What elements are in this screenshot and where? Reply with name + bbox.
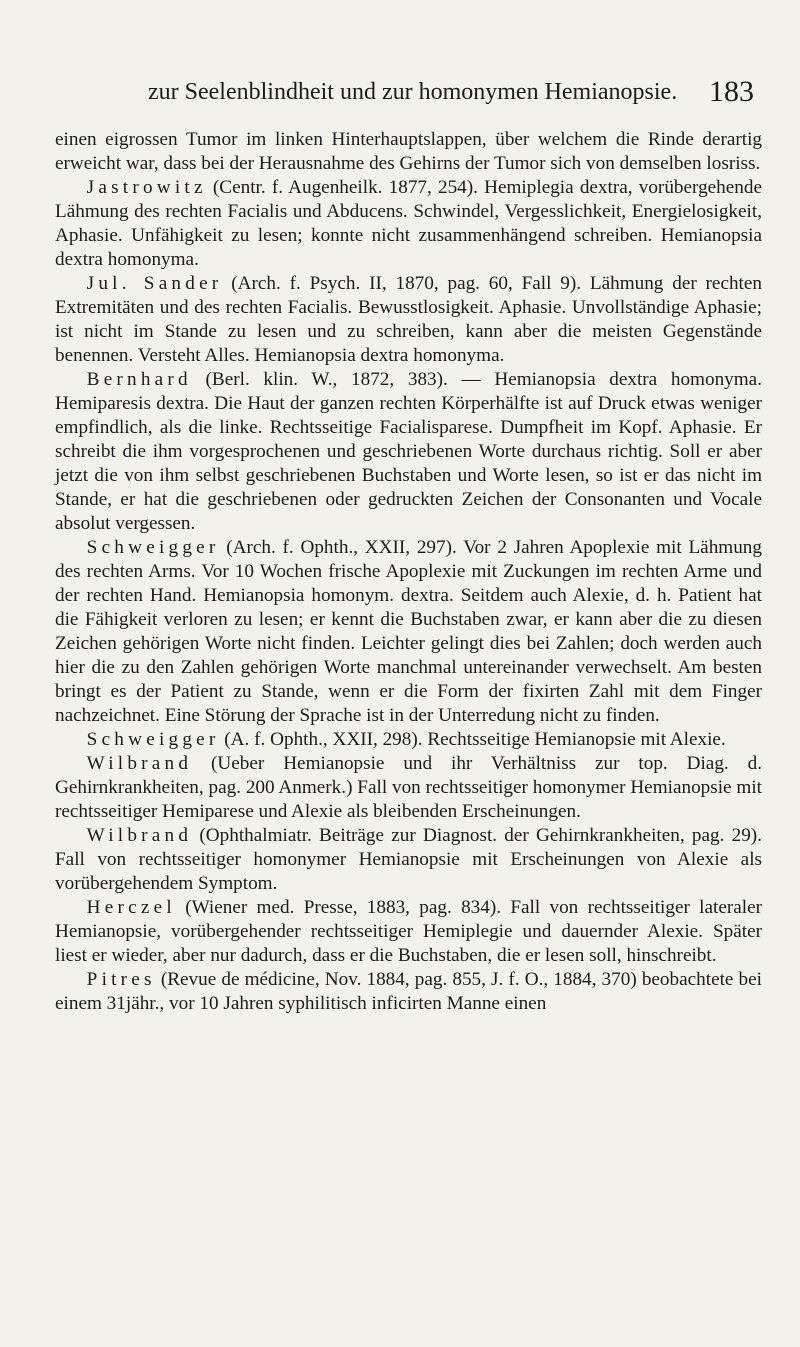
case-entry-jastrowitz [55,176,762,272]
author-name: Jul. Sander [86,273,223,294]
entry-text: (Ueber Hemianopsie und ihr Verhältniss zur top. Diag. d. Gehirnkrankheiten, pag. 200 Anmerk.) Fall von rechtsseitiger homonymer Hemianopsie mit rechtsseitiger Hemiparese und Alexie als bleibenden Erscheinungen. [55,753,762,822]
author-name: Pitres [86,969,156,990]
running-head-title: zur Seelenblindheit und zur homonymen Hemianopsie. [148,79,678,105]
entry-text: (A. f. Ophth., XXII, 298). Rechtsseitige Hemianopsie mit Alexie. [219,729,726,750]
case-entry-schweigger-297 [55,536,762,728]
page-number: 183 [709,75,754,108]
case-entry-schweigger-298 [55,728,762,752]
case-entry-bernhard [55,368,762,536]
case-entry-sander [55,272,762,368]
entry-text: (Berl. klin. W., 1872, 383). — Hemianopsia dextra homonyma. Hemiparesis dextra. Die Haut der ganzen rechten Körperhälfte ist auf Druck etwas weniger empfindlich, als die linke. Rechtsseitige Facialisparese. Dumpfheit im Kopf. Aphasie. Er schreibt die ihm vorgesprochenen und geschriebenen Worte durchaus richtig. Soll er aber jetzt die von ihm selbst geschriebenen Buchstaben und Worte lesen, so ist er das nicht im Stande, er hat die geschriebenen oder gedruckten Zeichen der Consonanten und Vocale absolut vergessen. [55,369,762,534]
author-name: Wilbrand [86,753,193,774]
paragraph-continuation [55,128,762,176]
case-entry-wilbrand-1 [55,752,762,824]
entry-text: (Ophthalmiatr. Beiträge zur Diagnost. der Gehirnkrankheiten, pag. 29). Fall von rechtsseitiger homonymer Hemianopsie mit Erscheinungen von Alexie als vorübergehendem Symptom. [55,825,762,894]
entry-text: (Centr. f. Augenheilk. 1877, 254). Hemiplegia dextra, vorübergehende Lähmung des rechten Facialis und Abducens. Schwindel, Vergesslichkeit, Energielosigkeit, Aphasie. Unfähigkeit zu lesen; konnte nicht zusammenhängend schreiben. Hemianopsia dextra homonyma. [55,177,762,270]
case-entry-herczel [55,896,762,968]
running-head [130,77,772,107]
author-name: Jastrowitz [86,177,207,198]
body-text [55,128,762,1016]
author-name: Bernhard [86,369,192,390]
author-name: Herczel [86,897,176,918]
entry-text: (Revue de médicine, Nov. 1884, pag. 855, J. f. O., 1884, 370) beobachtete bei einem 31jähr., vor 10 Jahren syphilitisch inficirten Manne einen [55,969,762,1014]
case-entry-wilbrand-2 [55,824,762,896]
entry-text: (Arch. f. Psych. II, 1870, pag. 60, Fall 9). Lähmung der rechten Extremitäten und des rechten Facialis. Bewusstlosigkeit. Aphasie. Unvollständige Aphasie; ist nicht im Stande zu lesen und zu schreiben, kann aber die meisten Gegenstände benennen. Versteht Alles. Hemianopsia dextra homonyma. [55,273,762,366]
entry-text: (Wiener med. Presse, 1883, pag. 834). Fall von rechtsseitiger lateraler Hemianopsie, vorübergehender rechtsseitiger Hemiplegie und dauernder Alexie. Später liest er wieder, aber nur dadurch, dass er die Buchstaben, die er lesen soll, hinschreibt. [55,897,762,966]
case-entry-pitres [55,968,762,1016]
entry-text: (Arch. f. Ophth., XXII, 297). Vor 2 Jahren Apoplexie mit Lähmung des rechten Arms. Vor 10 Wochen frische Apoplexie mit Zuckungen im rechten Arme und der rechten Hand. Hemianopsia homonym. dextra. Seitdem auch Alexie, d. h. Patient hat die Fähigkeit verloren zu lesen; er kennt die Buchstaben zwar, er kann aber die zu diesen Zeichen gehörigen Worte nicht finden. Leichter gelingt dies bei Zahlen; doch werden auch hier die zu den Zahlen gehörigen Worte manchmal untereinander verwechselt. Am besten bringt es der Patient zu Stande, wenn er die Form der fixirten Zahl mit dem Finger nachzeichnet. Eine Störung der Sprache ist in der Unterredung nicht zu finden. [55,537,762,726]
author-name: Schweigger [86,537,220,558]
author-name: Schweigger [86,729,220,750]
paragraph-text: einen eigrossen Tumor im linken Hinterhauptslappen, über welchem die Rinde derartig erweicht war, dass bei der Herausnahme des Gehirns der Tumor sich von demselben losriss. [55,129,762,174]
author-name: Wilbrand [86,825,193,846]
